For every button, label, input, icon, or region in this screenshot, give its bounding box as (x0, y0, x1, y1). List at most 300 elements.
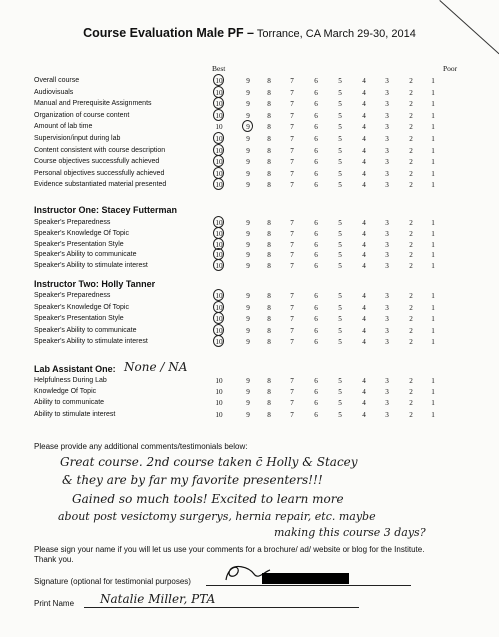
rating-circle (213, 167, 224, 179)
rating-circle (213, 324, 224, 336)
scale-value: 3 (385, 219, 389, 227)
scale-value: 9 (246, 219, 250, 227)
scale-value: 3 (385, 251, 389, 260)
scale-value: 3 (385, 240, 389, 249)
course-row (34, 100, 464, 110)
scale-value: 1 (431, 410, 435, 419)
scale-value: 8 (267, 100, 271, 109)
scale-value: 8 (267, 315, 271, 323)
scale-value: 2 (409, 77, 413, 85)
instructor-two-heading: Instructor Two: Holly Tanner (34, 279, 156, 289)
instructor-one-row (34, 251, 464, 261)
scale-value: 8 (267, 229, 271, 238)
scale-value: 10 (215, 158, 223, 167)
scale-value: 6 (314, 146, 318, 155)
scale-value: 1 (431, 338, 435, 346)
instructor-one-row (34, 230, 464, 240)
scale-value: 6 (314, 111, 318, 120)
scale-value: 1 (431, 111, 435, 120)
scale-value: 10 (215, 315, 223, 323)
scale-value: 5 (338, 338, 342, 346)
scale-value: 6 (314, 88, 318, 97)
scale-value: 7 (290, 388, 294, 397)
scale-value: 7 (290, 292, 294, 300)
scale-value: 2 (409, 388, 413, 397)
scale-value: 3 (385, 388, 389, 397)
course-row (34, 170, 464, 180)
scale-value: 1 (431, 292, 435, 300)
scale-value: 8 (267, 251, 271, 260)
redacted-signature (262, 573, 349, 584)
scale-value: 8 (267, 169, 271, 178)
scale-value: 9 (246, 338, 250, 346)
scale-value: 1 (431, 135, 435, 143)
scale-value: 1 (431, 100, 435, 109)
scale-value: 2 (409, 146, 413, 155)
scale-value: 2 (409, 377, 413, 385)
scale-value: 5 (338, 388, 342, 397)
scale-value: 5 (338, 158, 342, 167)
scale-value: 3 (385, 77, 389, 85)
scale-value: 7 (290, 181, 294, 190)
scale-value: 6 (314, 229, 318, 238)
instructor-two-row-label: Speaker's Ability to stimulate interest (34, 338, 148, 345)
scale-value: 6 (314, 77, 318, 85)
scale-value: 2 (409, 292, 413, 300)
scale-value: 3 (385, 229, 389, 238)
course-row-label: Personal objectives successfully achieved (34, 169, 165, 177)
scale-value: 7 (290, 158, 294, 167)
lab-assistant-row (34, 377, 464, 387)
scale-value: 7 (290, 262, 294, 271)
scale-value: 2 (409, 181, 413, 190)
scale-value: 3 (385, 100, 389, 109)
scale-value: 8 (267, 181, 271, 190)
rating-circle (213, 335, 224, 347)
scale-value: 10 (215, 135, 223, 143)
course-row-label: Overall course (34, 77, 80, 84)
rating-circle (213, 301, 224, 313)
scale-value: 8 (267, 303, 271, 312)
scale-value: 5 (338, 326, 342, 335)
comment-line-2: & they are by far my favorite presenters!!! (62, 473, 323, 487)
scale-value: 8 (267, 146, 271, 155)
scale-value: 8 (267, 158, 271, 167)
course-row (34, 181, 464, 191)
scale-value: 3 (385, 315, 389, 323)
lab-assistant-row (34, 388, 464, 398)
scale-value: 9 (246, 262, 250, 271)
sign-prompt: Please sign your name if you will let us use your comments for a brochure/ ad/ website or blog for the Institute. (34, 545, 425, 554)
scale-value: 6 (314, 181, 318, 190)
scale-value: 9 (246, 146, 250, 155)
scale-value: 2 (409, 219, 413, 227)
scale-value: 3 (385, 135, 389, 143)
scale-value: 9 (246, 229, 250, 238)
scale-value: 8 (267, 88, 271, 97)
instructor-two-row (34, 304, 464, 314)
scale-value: 1 (431, 303, 435, 312)
scale-value: 5 (338, 292, 342, 300)
scale-value: 9 (246, 388, 250, 397)
scale-value: 9 (246, 326, 250, 335)
scale-value: 5 (338, 303, 342, 312)
scale-value: 6 (314, 240, 318, 249)
scale-value: 10 (215, 219, 223, 227)
scale-value: 6 (314, 292, 318, 300)
scale-value: 9 (246, 315, 250, 323)
scale-value: 8 (267, 338, 271, 346)
scale-value: 3 (385, 88, 389, 97)
print-name-value: Natalie Miller, PTA (100, 592, 216, 606)
scale-value: 9 (246, 292, 250, 300)
scale-value: 9 (246, 77, 250, 85)
scale-value: 8 (267, 240, 271, 249)
scale-value: 5 (338, 229, 342, 238)
scale-value: 4 (362, 158, 366, 167)
scale-value: 1 (431, 377, 435, 385)
scale-value: 7 (290, 326, 294, 335)
comment-line-1: Great course. 2nd course taken c̄ Holly & Stacey (60, 455, 358, 469)
scale-value: 9 (246, 410, 250, 419)
scale-value: 7 (290, 377, 294, 385)
course-row-label: Course objectives successfully achieved (34, 158, 160, 166)
scale-value: 5 (338, 77, 342, 85)
scale-value: 6 (314, 338, 318, 346)
thank-you: Thank you. (34, 555, 74, 564)
scale-value: 2 (409, 123, 413, 132)
scale-value: 7 (290, 123, 294, 132)
scale-value: 1 (431, 251, 435, 260)
scale-value: 4 (362, 303, 366, 312)
scale-value: 3 (385, 326, 389, 335)
scale-value: 8 (267, 111, 271, 120)
instructor-one-row (34, 262, 464, 272)
scale-value: 3 (385, 146, 389, 155)
rating-circle (213, 144, 224, 156)
course-row (34, 135, 464, 145)
course-row (34, 77, 464, 87)
form-title: Course Evaluation Male PF – Torrance, CA March 29-30, 2014 (83, 26, 416, 40)
scale-value: 7 (290, 146, 294, 155)
scale-value: 7 (290, 240, 294, 249)
scale-value: 5 (338, 111, 342, 120)
scale-value: 1 (431, 219, 435, 227)
lab-assistant-heading: Lab Assistant One: (34, 364, 116, 374)
scale-value: 6 (314, 303, 318, 312)
scale-value: 8 (267, 123, 271, 132)
lab-assistant-row-label: Ability to stimulate interest (34, 410, 116, 418)
scale-value: 9 (246, 377, 250, 385)
scale-value: 10 (215, 181, 223, 190)
scale-value: 7 (290, 111, 294, 120)
comments-prompt: Please provide any additional comments/testimonials below: (34, 442, 248, 451)
lab-assistant-row-label: Knowledge Of Topic (34, 388, 97, 396)
scale-value: 8 (267, 377, 271, 385)
scale-value: 4 (362, 410, 366, 419)
scale-value: 9 (246, 158, 250, 167)
scale-value: 1 (431, 388, 435, 397)
instructor-one-row-label: Speaker's Ability to stimulate interest (34, 262, 148, 270)
lab-assistant-handwritten: None / NA (124, 360, 188, 374)
scale-value: 3 (385, 303, 389, 312)
scale-value: 5 (338, 88, 342, 97)
scale-value: 4 (362, 219, 366, 227)
scale-value: 4 (362, 399, 366, 408)
scale-value: 8 (267, 219, 271, 227)
comment-line-4: about post vesictomy surgerys, hernia repair, etc. maybe (58, 510, 376, 523)
scale-value: 5 (338, 399, 342, 408)
scale-value: 1 (431, 88, 435, 97)
lab-assistant-row-label: Ability to communicate (34, 399, 105, 407)
scale-value: 3 (385, 292, 389, 300)
scale-value: 3 (385, 111, 389, 120)
scale-value: 3 (385, 377, 389, 385)
scale-value: 5 (338, 410, 342, 419)
course-row-label: Content consistent with course description (34, 146, 166, 154)
scale-value: 2 (409, 251, 413, 260)
scale-value: 4 (362, 123, 366, 132)
scale-value: 10 (215, 388, 223, 397)
scale-value: 8 (267, 399, 271, 408)
rating-circle (213, 109, 224, 121)
scale-value: 9 (246, 303, 250, 312)
scale-value: 9 (246, 240, 250, 249)
scale-value: 1 (431, 229, 435, 238)
scale-value: 3 (385, 410, 389, 419)
scale-value: 2 (409, 326, 413, 335)
scale-value: 3 (385, 123, 389, 132)
scale-value: 1 (431, 169, 435, 178)
rating-circle (213, 74, 224, 86)
scale-value: 10 (215, 100, 223, 109)
scale-value: 8 (267, 77, 271, 85)
comment-line-5: making this course 3 days? (274, 526, 426, 539)
instructor-one-row-label: Speaker's Ability to communicate (34, 251, 137, 259)
scale-value: 6 (314, 100, 318, 109)
scale-value: 6 (314, 219, 318, 227)
scale-value: 1 (431, 399, 435, 408)
scale-value: 9 (246, 88, 250, 97)
scale-value: 4 (362, 377, 366, 385)
scale-value: 4 (362, 181, 366, 190)
scale-value: 5 (338, 377, 342, 385)
scale-value: 3 (385, 169, 389, 178)
scale-value: 4 (362, 251, 366, 260)
course-row (34, 158, 464, 168)
scale-value: 6 (314, 123, 318, 132)
course-row-label: Audiovisuals (34, 88, 74, 96)
scale-value: 10 (215, 146, 223, 155)
rating-circle (213, 132, 224, 144)
scale-value: 6 (314, 388, 318, 397)
scale-value: 2 (409, 262, 413, 271)
scale-value: 4 (362, 169, 366, 178)
scale-value: 7 (290, 303, 294, 312)
scale-value: 1 (431, 240, 435, 249)
scale-value: 4 (362, 135, 366, 143)
scale-value: 7 (290, 399, 294, 408)
scale-value: 5 (338, 146, 342, 155)
scale-value: 9 (246, 399, 250, 408)
lab-assistant-row-label: Helpfulness During Lab (34, 377, 107, 384)
scale-value: 10 (215, 410, 223, 419)
scale-value: 3 (385, 262, 389, 271)
scale-value: 9 (246, 135, 250, 143)
scale-value: 7 (290, 315, 294, 323)
scale-value: 7 (290, 100, 294, 109)
scale-value: 7 (290, 229, 294, 238)
scale-value: 1 (431, 262, 435, 271)
scale-value: 10 (215, 338, 223, 346)
scale-value: 4 (362, 326, 366, 335)
course-row (34, 123, 464, 133)
instructor-one-row (34, 241, 464, 251)
scale-value: 2 (409, 315, 413, 323)
scale-value: 9 (246, 111, 250, 120)
scale-value: 10 (215, 251, 223, 260)
course-row-label: Manual and Prerequisite Assignments (34, 100, 152, 108)
scale-poor-label: Poor (443, 64, 458, 73)
scale-value: 5 (338, 251, 342, 260)
scale-value: 1 (431, 326, 435, 335)
scale-value: 4 (362, 77, 366, 85)
scale-value: 9 (246, 181, 250, 190)
instructor-two-row (34, 292, 464, 302)
scale-value: 7 (290, 169, 294, 178)
scale-value: 6 (314, 399, 318, 408)
scale-value: 10 (215, 169, 223, 178)
scale-value: 6 (314, 315, 318, 323)
rating-circle (213, 312, 224, 324)
scale-value: 6 (314, 410, 318, 419)
rating-circle (213, 86, 224, 98)
scale-value: 8 (267, 326, 271, 335)
print-name-label: Print Name (34, 599, 75, 608)
scale-value: 4 (362, 315, 366, 323)
course-row-label: Organization of course content (34, 111, 130, 119)
scale-value: 7 (290, 135, 294, 143)
scale-value: 10 (215, 88, 223, 97)
scale-value: 5 (338, 123, 342, 132)
scale-value: 3 (385, 399, 389, 408)
scale-value: 4 (362, 338, 366, 346)
scale-value: 4 (362, 240, 366, 249)
scale-value: 6 (314, 135, 318, 143)
course-row (34, 89, 464, 99)
rating-circle (213, 227, 224, 239)
scale-value: 5 (338, 100, 342, 109)
scale-value: 7 (290, 219, 294, 227)
scale-value: 5 (338, 181, 342, 190)
scale-value: 10 (215, 292, 223, 300)
scale-value: 3 (385, 338, 389, 346)
scale-best-label: Best (212, 64, 226, 73)
course-row-label: Amount of lab time (34, 123, 93, 131)
scale-value: 4 (362, 111, 366, 120)
scale-value: 2 (409, 158, 413, 167)
scale-value: 2 (409, 229, 413, 238)
scale-value: 2 (409, 399, 413, 408)
instructor-one-heading: Instructor One: Stacey Futterman (34, 205, 178, 215)
scale-value: 4 (362, 88, 366, 97)
instructor-two-row-label: Speaker's Presentation Style (34, 315, 124, 322)
scale-value: 10 (215, 77, 223, 85)
scale-value: 4 (362, 292, 366, 300)
scale-value: 2 (409, 169, 413, 178)
instructor-one-row (34, 219, 464, 229)
scale-value: 7 (290, 77, 294, 85)
scale-value: 4 (362, 229, 366, 238)
scale-value: 7 (290, 88, 294, 97)
lab-assistant-row (34, 399, 464, 409)
scale-value: 2 (409, 135, 413, 143)
scale-value: 5 (338, 135, 342, 143)
instructor-one-row-label: Speaker's Knowledge Of Topic (34, 229, 129, 237)
instructor-two-row-label: Speaker's Preparedness (34, 292, 111, 299)
scale-value: 4 (362, 262, 366, 271)
scale-value: 6 (314, 158, 318, 167)
scale-value: 2 (409, 410, 413, 419)
instructor-two-row-label: Speaker's Knowledge Of Topic (34, 303, 129, 311)
scale-value: 3 (385, 181, 389, 190)
scale-value: 1 (431, 123, 435, 132)
scale-value: 4 (362, 388, 366, 397)
instructor-two-row-label: Speaker's Ability to communicate (34, 326, 137, 334)
scale-value: 2 (409, 111, 413, 120)
scale-value: 10 (215, 326, 223, 335)
scale-value: 7 (290, 410, 294, 419)
scale-value: 5 (338, 219, 342, 227)
scale-value: 1 (431, 146, 435, 155)
scale-value: 2 (409, 100, 413, 109)
scale-value: 7 (290, 338, 294, 346)
scale-value: 8 (267, 135, 271, 143)
lab-assistant-row (34, 411, 464, 421)
scale-value: 6 (314, 262, 318, 271)
scale-value: 5 (338, 169, 342, 178)
scale-value: 9 (246, 251, 250, 260)
scale-value: 6 (314, 251, 318, 260)
scale-value: 8 (267, 410, 271, 419)
scale-value: 10 (215, 229, 223, 238)
scale-value: 5 (338, 262, 342, 271)
scale-value: 1 (431, 158, 435, 167)
scale-value: 4 (362, 146, 366, 155)
scale-value: 10 (215, 303, 223, 312)
scale-value: 1 (431, 181, 435, 190)
scale-value: 2 (409, 240, 413, 249)
course-row-label: Supervision/input during lab (34, 135, 121, 142)
comment-line-3: Gained so much tools! Excited to learn more (72, 492, 344, 506)
scale-value: 6 (314, 169, 318, 178)
scale-value: 8 (267, 262, 271, 271)
scale-value: 9 (246, 123, 250, 132)
scale-value: 10 (215, 240, 223, 249)
scale-value: 10 (215, 377, 223, 385)
scale-value: 3 (385, 158, 389, 167)
scale-value: 10 (215, 399, 223, 408)
instructor-two-row (34, 327, 464, 337)
instructor-two-row (34, 338, 464, 348)
scale-value: 8 (267, 388, 271, 397)
scale-value: 10 (215, 262, 223, 271)
scale-value: 1 (431, 77, 435, 85)
scale-value: 2 (409, 303, 413, 312)
signature-label: Signature (optional for testimonial purposes) (34, 577, 191, 586)
scale-value: 5 (338, 315, 342, 323)
scale-value: 2 (409, 338, 413, 346)
